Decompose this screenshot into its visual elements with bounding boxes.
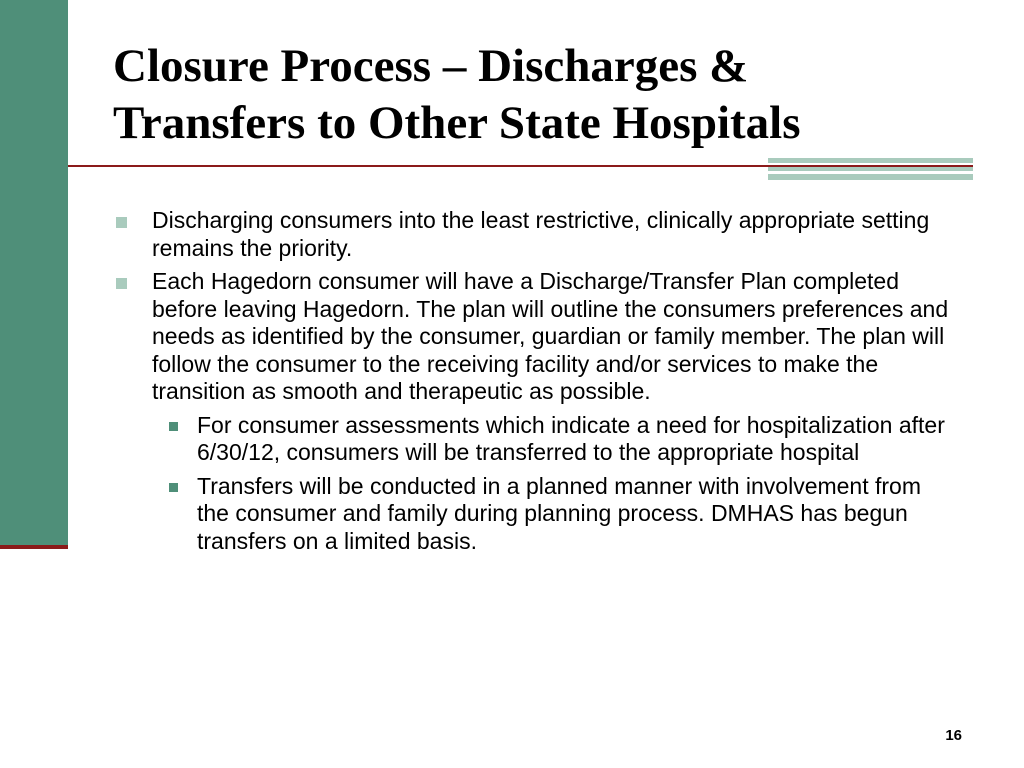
slide-body: [113, 207, 953, 561]
bullet-list: [113, 207, 953, 555]
bullet-text: Each Hagedorn consumer will have a Discharge/Transfer Plan completed before leaving Hagedorn. The plan will outline the consumers preferences and needs as identified by the consumer, guardian or family member. The plan will follow the consumer to the receiving facility and/or services to make the transition as smooth and therapeutic as possible.: [152, 268, 949, 404]
bullet-item: [113, 268, 953, 555]
accent-stripes: [768, 158, 973, 180]
square-bullet-icon: [169, 483, 178, 492]
square-bullet-icon: [116, 278, 127, 289]
left-accent-rule: [0, 545, 68, 549]
bullet-item: [113, 207, 953, 262]
sub-bullet-list: [152, 412, 953, 556]
sub-bullet-item: [152, 412, 952, 467]
square-bullet-icon: [116, 217, 127, 228]
sub-bullet-text: Transfers will be conducted in a planned manner with involvement from the consumer and family during planning process. DMHAS has begun transfers on a limited basis.: [197, 472, 922, 554]
title-line-2: Transfers to Other State Hospitals: [113, 97, 801, 149]
title-line-1: Closure Process – Discharges &: [113, 40, 749, 92]
square-bullet-icon: [169, 422, 178, 431]
page-number: 16: [945, 727, 962, 744]
left-accent-bar: [0, 0, 68, 545]
sub-bullet-text: For consumer assessments which indicate a need for hospitalization after 6/30/12, consumers will be transferred to the appropriate hospital: [197, 411, 945, 465]
bullet-text: Discharging consumers into the least restrictive, clinically appropriate setting remains the priority.: [152, 207, 930, 261]
slide-title: [113, 38, 993, 152]
sub-bullet-item: [152, 473, 952, 556]
